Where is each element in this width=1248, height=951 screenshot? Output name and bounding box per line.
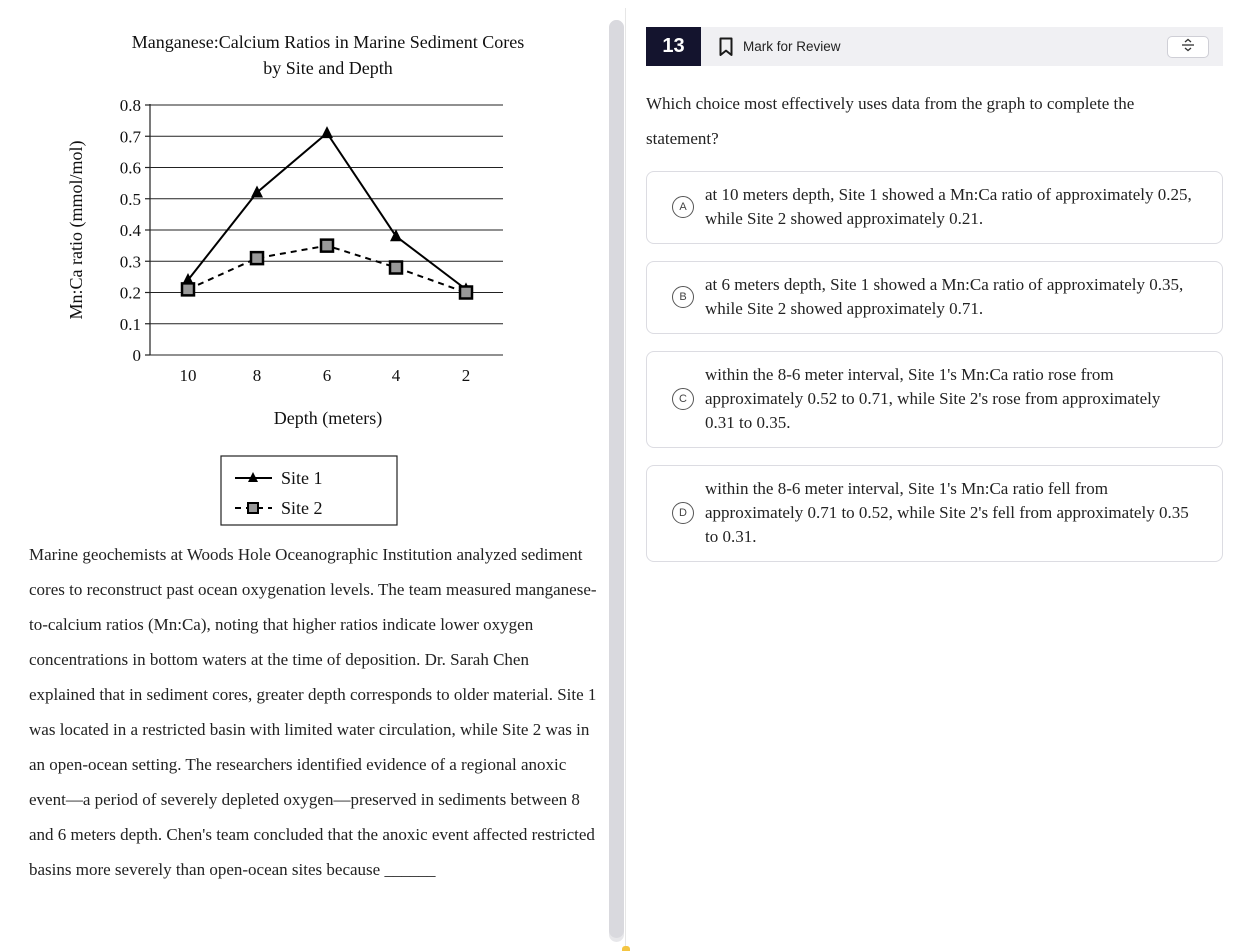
choice-text-b: at 6 meters depth, Site 1 showed a Mn:Ca ratio of approximately 0.35, while Site 2 showed approximately 0.71. bbox=[705, 275, 1184, 318]
choice-letter-a: A bbox=[672, 196, 694, 218]
y-tick-label: 0 bbox=[132, 346, 141, 365]
answer-choice-b[interactable] bbox=[646, 261, 1223, 334]
x-tick-label: 6 bbox=[322, 366, 332, 385]
answer-choice-d[interactable] bbox=[646, 465, 1223, 562]
answer-choice-c[interactable] bbox=[646, 351, 1223, 448]
strikethrough-icon bbox=[1180, 38, 1196, 57]
choice-text-d: within the 8-6 meter interval, Site 1's Mn:Ca ratio fell from approximately 0.71 to 0.52, while Site 2's fell from approximately 0.35 to 0.31. bbox=[705, 479, 1189, 546]
passage-text: Marine geochemists at Woods Hole Oceanographic Institution analyzed sediment cores to reconstruct past ocean oxygenation levels. The team measured manganese-to-calcium ratios (Mn:Ca), noting that higher ratios indicate lower oxygen concentrations in bottom waters at the time of deposition. Dr. Sarah Chen explained that in sediment cores, greater depth corresponds to older material. Site 1 was located in a restricted basin with limited water circulation, while Site 2 was in an open-ocean setting. The researchers identified evidence of a regional anoxic event—a period of severely depleted oxygen—preserved in sediments between 8 and 6 meters depth. Chen's team concluded that the anoxic event affected restricted basins more severely than open-ocean sites because ______ bbox=[29, 545, 597, 879]
y-tick-label: 0.3 bbox=[119, 252, 141, 272]
question-header bbox=[646, 27, 1223, 66]
legend-site-1-label: Site 1 bbox=[281, 468, 323, 488]
y-tick-label: 0.5 bbox=[119, 189, 141, 209]
y-tick-label: 0.6 bbox=[119, 158, 141, 178]
passage-scrollbar[interactable] bbox=[609, 20, 624, 942]
answer-choice-a[interactable] bbox=[646, 171, 1223, 244]
x-tick-label: 10 bbox=[179, 366, 197, 385]
x-tick-label: 2 bbox=[461, 366, 471, 385]
site-2-point bbox=[251, 252, 263, 264]
line-chart bbox=[0, 0, 610, 540]
progress-indicator bbox=[622, 946, 630, 951]
site-2-point bbox=[182, 283, 194, 295]
mark-for-review-button[interactable] bbox=[718, 37, 841, 57]
legend-square-marker bbox=[248, 503, 258, 513]
site-2-point bbox=[460, 287, 472, 299]
strikethrough-toggle-button[interactable] bbox=[1167, 36, 1209, 58]
y-tick-label: 0.4 bbox=[119, 221, 141, 240]
question-stem: Which choice most effectively uses data from the graph to complete the statement? bbox=[646, 94, 1135, 148]
passage-pane bbox=[0, 0, 610, 951]
y-tick-label: 0.8 bbox=[119, 96, 141, 115]
x-axis-label: Depth (meters) bbox=[273, 408, 383, 428]
bookmark-icon bbox=[718, 37, 734, 57]
x-tick-label: 8 bbox=[252, 366, 262, 385]
legend-site-2-label: Site 2 bbox=[281, 498, 323, 518]
y-tick-label: 0.7 bbox=[119, 127, 141, 147]
question-number: 13 bbox=[646, 27, 701, 66]
y-tick-label: 0.2 bbox=[119, 283, 141, 303]
x-tick-label: 4 bbox=[391, 366, 401, 385]
site-1-point bbox=[321, 126, 333, 138]
chart-title: Manganese:Calcium Ratios in Marine Sediment Cores bbox=[131, 32, 525, 52]
series-line-site-1 bbox=[188, 133, 466, 289]
site-2-point bbox=[321, 240, 333, 252]
y-axis-label: Mn:Ca ratio (mmol/mol) bbox=[66, 140, 86, 320]
y-tick-label: 0.1 bbox=[119, 314, 141, 334]
choice-letter-c: C bbox=[672, 388, 694, 410]
scrollbar-thumb[interactable] bbox=[609, 20, 624, 938]
site-2-point bbox=[390, 262, 402, 274]
mark-for-review-label: Mark for Review bbox=[743, 39, 841, 54]
choice-text-a: at 10 meters depth, Site 1 showed a Mn:Ca ratio of approximately 0.25, while Site 2 showed approximately 0.21. bbox=[705, 185, 1192, 228]
pane-divider[interactable] bbox=[625, 8, 626, 951]
site-1-point bbox=[251, 186, 263, 198]
choice-letter-d: D bbox=[672, 502, 694, 524]
chart-subtitle: by Site and Depth bbox=[263, 58, 393, 78]
choice-text-c: within the 8-6 meter interval, Site 1's Mn:Ca ratio rose from approximately 0.52 to 0.71, while Site 2's rose from approximately 0.31 to 0.35. bbox=[705, 365, 1161, 432]
choice-letter-b: B bbox=[672, 286, 694, 308]
